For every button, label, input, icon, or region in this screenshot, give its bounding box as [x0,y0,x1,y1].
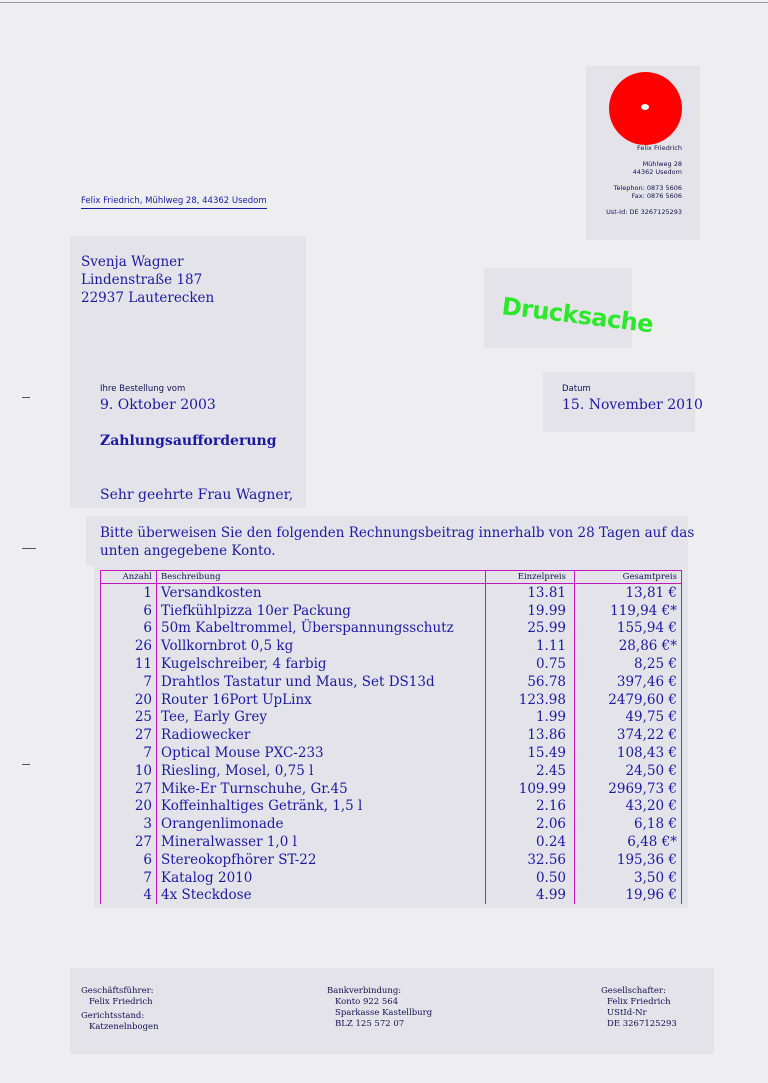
table-row [101,815,682,833]
cell-unit-price: 13.81 [486,584,575,602]
cell-total-price: 397,46 € [575,673,682,691]
cell-description: Radiowecker [157,726,486,744]
cell-total-price: 13,81 € [575,584,682,602]
footer-court-place: Katzenelnbogen [89,1022,159,1032]
sender-telephone: Telephon: 0873 5606 [613,184,682,192]
cell-quantity: 6 [101,602,157,620]
table-row [101,620,682,638]
cell-description: Mineralwasser 1,0 l [157,833,486,851]
cell-description: Tee, Early Grey [157,709,486,727]
cell-total-price: 374,22 € [575,726,682,744]
cell-total-price: 2969,73 € [575,780,682,798]
cell-quantity: 26 [101,637,157,655]
table-row [101,602,682,620]
page-top-edge [0,2,768,3]
cell-description: Riesling, Mosel, 0,75 l [157,762,486,780]
body-text [100,524,694,560]
header-beschreibung: Beschreibung [157,571,486,584]
cell-quantity: 7 [101,673,157,691]
sender-name: Felix Friedrich [637,144,682,152]
footer-bank-account: Konto 922 564 [335,997,399,1007]
footer-bank-name: Sparkasse Kastellburg [335,1008,433,1018]
recipient-city: 22937 Lauterecken [81,290,215,306]
sender-city: 44362 Usedom [632,168,682,176]
cell-unit-price: 1.99 [486,709,575,727]
cell-unit-price: 15.49 [486,744,575,762]
cell-unit-price: 13.86 [486,726,575,744]
cell-description: Katalog 2010 [157,869,486,887]
cell-quantity: 27 [101,833,157,851]
footer-partners-label: Gesellschafter: [601,986,666,996]
cell-unit-price: 0.75 [486,655,575,673]
punch-mark [22,548,36,549]
date-label: Datum [562,384,591,394]
cell-total-price: 6,18 € [575,815,682,833]
cell-total-price: 119,94 €* [575,602,682,620]
cell-total-price: 3,50 € [575,869,682,887]
cell-description: Koffeinhaltiges Getränk, 1,5 l [157,798,486,816]
cell-description: Drahtlos Tastatur und Maus, Set DS13d [157,673,486,691]
cell-unit-price: 25.99 [486,620,575,638]
recipient-street: Lindenstraße 187 [81,272,203,288]
cell-unit-price: 0.50 [486,869,575,887]
cell-unit-price: 1.11 [486,637,575,655]
footer-court-label: Gerichtsstand: [81,1011,145,1021]
drucksache-stamp: Drucksache [500,292,655,339]
cell-description: 50m Kabeltrommel, Überspannungsschutz [157,620,486,638]
cell-quantity: 7 [101,869,157,887]
table-row [101,851,682,869]
logo-center-dot [641,104,649,110]
table-row [101,887,682,905]
recipient-address [81,253,214,307]
cell-total-price: 8,25 € [575,655,682,673]
cell-quantity: 27 [101,780,157,798]
cell-total-price: 2479,60 € [575,691,682,709]
recipient-name: Svenja Wagner [81,254,184,270]
cell-unit-price: 56.78 [486,673,575,691]
cell-unit-price: 4.99 [486,887,575,905]
sender-block [588,144,682,216]
table-row [101,833,682,851]
cell-description: Stereokopfhörer ST-22 [157,851,486,869]
header-gesamtpreis: Gesamtpreis [575,571,682,584]
cell-total-price: 43,20 € [575,798,682,816]
footer-partners [601,986,677,1030]
cell-total-price: 155,94 € [575,620,682,638]
cell-unit-price: 109.99 [486,780,575,798]
cell-total-price: 49,75 € [575,709,682,727]
date-value: 15. November 2010 [562,397,703,413]
table-row [101,869,682,887]
cell-quantity: 6 [101,620,157,638]
cell-total-price: 195,36 € [575,851,682,869]
cell-total-price: 24,50 € [575,762,682,780]
cell-unit-price: 0.24 [486,833,575,851]
cell-quantity: 1 [101,584,157,602]
table-row [101,584,682,602]
table-row [101,709,682,727]
footer-bank-blz: BLZ 125 572 07 [335,1019,405,1029]
cell-quantity: 6 [101,851,157,869]
cell-description: Mike-Er Turnschuhe, Gr.45 [157,780,486,798]
table-header-row [101,571,682,584]
cell-unit-price: 2.45 [486,762,575,780]
invoice-table [100,570,682,904]
fold-mark-top [22,397,30,398]
cell-description: Optical Mouse PXC-233 [157,744,486,762]
table-row [101,762,682,780]
footer-bank-label: Bankverbindung: [327,986,402,996]
table-row [101,673,682,691]
footer-partners-name: Felix Friedrich [607,997,671,1007]
fold-mark-bottom [22,764,30,765]
cell-quantity: 27 [101,726,157,744]
cell-quantity: 10 [101,762,157,780]
footer-management-name: Felix Friedrich [89,997,153,1007]
order-date-value: 9. Oktober 2003 [100,397,216,413]
cell-quantity: 20 [101,691,157,709]
footer-vat-number: DE 3267125293 [607,1019,677,1029]
cell-unit-price: 2.16 [486,798,575,816]
cell-description: Versandkosten [157,584,486,602]
header-anzahl: Anzahl [101,571,157,584]
body-line-2: unten angegebene Konto. [100,543,276,559]
cell-description: Vollkornbrot 0,5 kg [157,637,486,655]
table-row [101,798,682,816]
cell-description: Router 16Port UpLinx [157,691,486,709]
cell-description: 4x Steckdose [157,887,486,905]
cell-quantity: 4 [101,887,157,905]
footer-vat-label: UStId-Nr [607,1008,647,1018]
cell-total-price: 19,96 € [575,887,682,905]
cell-quantity: 11 [101,655,157,673]
table-row [101,655,682,673]
table-row [101,637,682,655]
subject-line: Zahlungsaufforderung [100,433,277,449]
footer-bank [327,986,432,1030]
header-einzelpreis: Einzelpreis [486,571,575,584]
sender-street: Mühlweg 28 [642,160,682,168]
table-row [101,691,682,709]
sender-fax: Fax: 0876 5606 [631,192,682,200]
order-date-label: Ihre Bestellung vom [100,384,186,394]
cell-unit-price: 32.56 [486,851,575,869]
table-row [101,744,682,762]
cell-total-price: 108,43 € [575,744,682,762]
cell-unit-price: 2.06 [486,815,575,833]
body-line-1: Bitte überweisen Sie den folgenden Rechnungsbeitrag innerhalb von 28 Tagen auf das [100,525,695,541]
cell-description: Orangenlimonade [157,815,486,833]
return-address: Felix Friedrich, Mühlweg 28, 44362 Usedom [81,196,267,209]
salutation: Sehr geehrte Frau Wagner, [100,487,294,503]
table-body [101,584,682,905]
cell-description: Kugelschreiber, 4 farbig [157,655,486,673]
cell-description: Tiefkühlpizza 10er Packung [157,602,486,620]
cell-quantity: 3 [101,815,157,833]
table-row [101,780,682,798]
sender-ust-id: Ust-Id: DE 3267125293 [606,208,682,216]
footer-management [81,986,159,1033]
cell-quantity: 7 [101,744,157,762]
cell-quantity: 25 [101,709,157,727]
cell-unit-price: 19.99 [486,602,575,620]
cell-unit-price: 123.98 [486,691,575,709]
cell-total-price: 6,48 €* [575,833,682,851]
table-row [101,726,682,744]
cell-total-price: 28,86 €* [575,637,682,655]
footer-management-label: Geschäftsführer: [81,986,154,996]
cell-quantity: 20 [101,798,157,816]
